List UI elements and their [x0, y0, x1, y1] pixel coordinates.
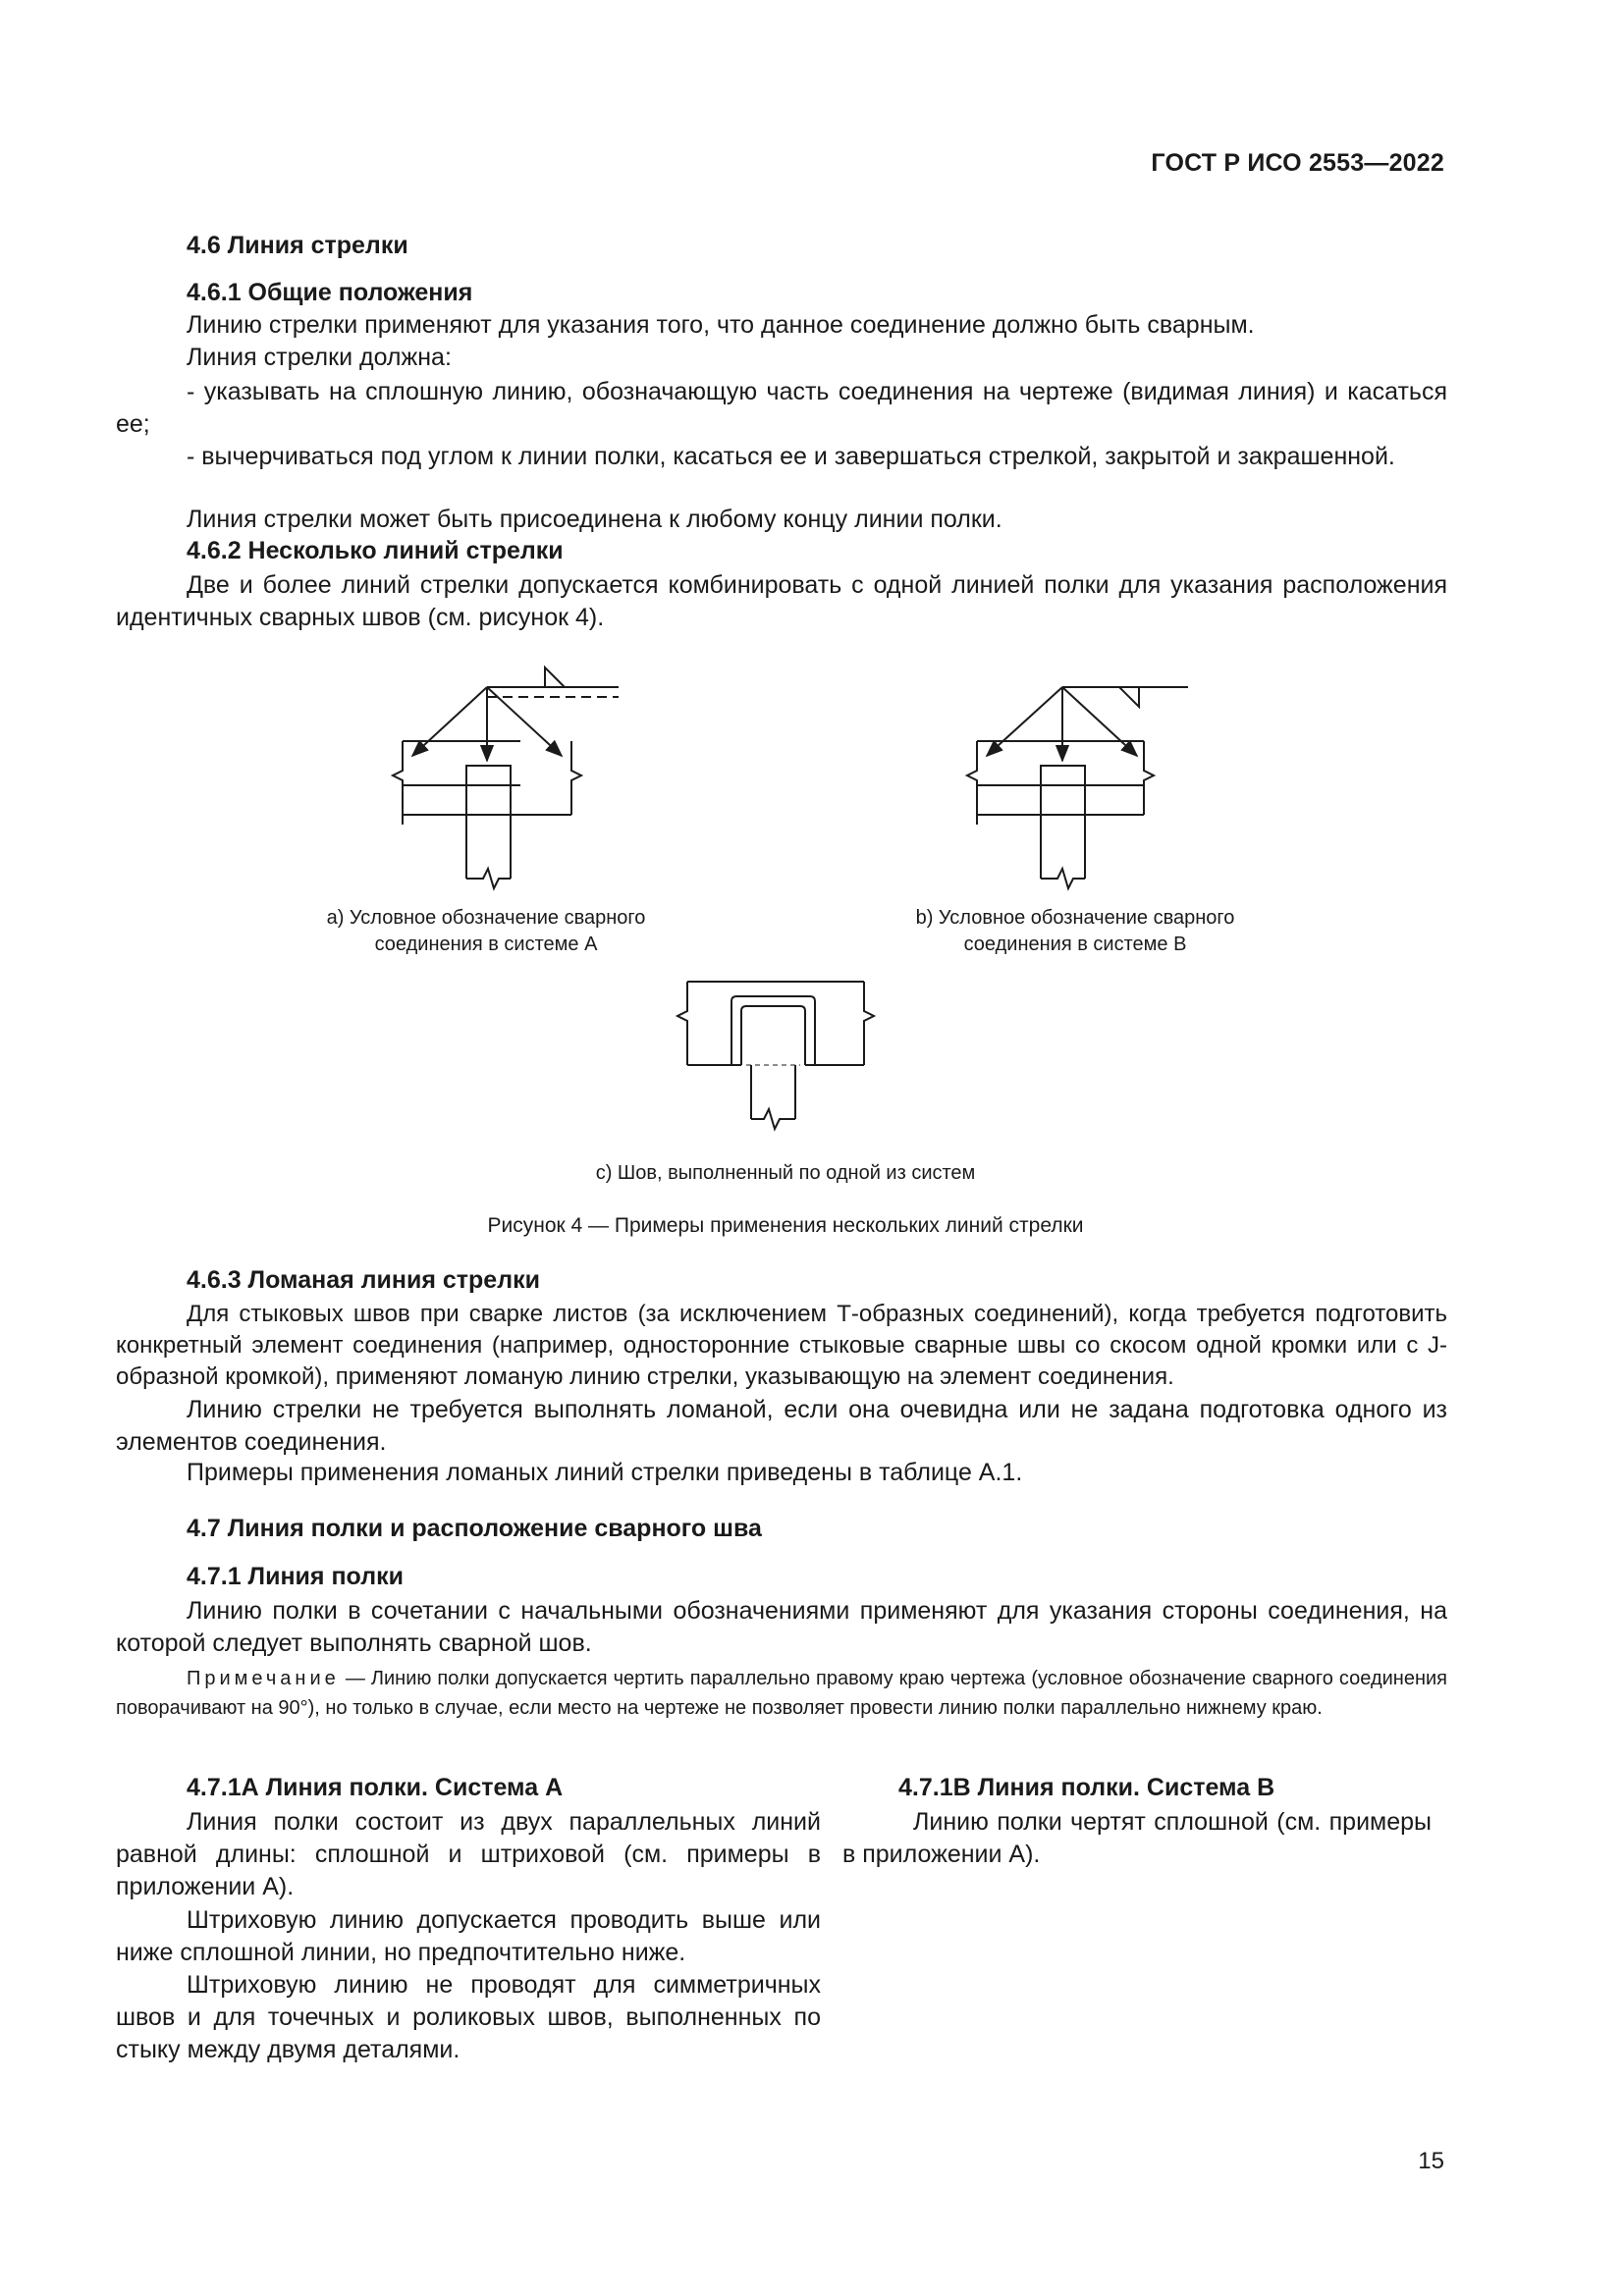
paragraph: - вычерчиваться под углом к линии полки, касаться ее и завершаться стрелкой, закрытой и закрашенной. — [187, 443, 1395, 470]
paragraph: Две и более линий стрелки допускается комбинировать с одной линией полки для указания расположения идентичных сварных швов (см. рисунок 4). — [116, 571, 1447, 631]
figure-4b-caption: b) Условное обозначение сварного соединения в системе В — [915, 907, 1235, 955]
paragraph: Линия стрелки должна: — [187, 344, 452, 371]
paragraph: Линия полки состоит из двух параллельных линий равной длины: сплошной и штриховой (см. примеры в приложении А). — [116, 1808, 821, 1900]
paragraph: Линию полки в сочетании с начальными обозначениями применяют для указания стороны соединения, на которой следует выполнять сварной шов. — [116, 1597, 1447, 1657]
paragraph: Примеры применения ломаных линий стрелки приведены в таблице А.1. — [187, 1459, 1023, 1486]
figure-4a-joint — [403, 741, 581, 888]
section-4-7-1-title: 4.7.1 Линия полки — [187, 1563, 404, 1590]
section-4-7-1b-title: 4.7.1В Линия полки. Система В — [898, 1774, 1275, 1801]
figure-4-caption: Рисунок 4 — Примеры применения нескольких линий стрелки — [487, 1214, 1084, 1237]
figure-4c-joint — [677, 982, 874, 1129]
figure-4a-caption: a) Условное обозначение сварного соединения в системе А — [326, 907, 646, 955]
figure-4b-joint — [977, 741, 1154, 888]
note — [116, 1664, 1447, 1723]
page-number: 15 — [1418, 2148, 1444, 2174]
section-4-6-title: 4.6 Линия стрелки — [187, 232, 408, 259]
paragraph: Линию стрелки не требуется выполнять ломаной, если она очевидна или не задана подготовка одного из элементов соединения. — [116, 1396, 1447, 1456]
figure-4a-arrows — [412, 687, 562, 761]
section-4-6-1-title: 4.6.1 Общие положения — [187, 279, 473, 306]
paragraph: Для стыковых швов при сварке листов (за исключением Т-образных соединений), когда требуется подготовить конкретный элемент соединения (например, односторонние стыковые сварные швы со скосом одной кромки или с J-образной кромкой), применяют ломаную линию стрелки, указывающую на элемент соединения. — [116, 1301, 1447, 1390]
paragraph: - указывать на сплошную линию, обозначающую часть соединения на чертеже (видимая линия) и касаться ее; — [116, 378, 1447, 438]
figure-4c-caption: с) Шов, выполненный по одной из систем — [595, 1162, 976, 1184]
section-4-7-title: 4.7 Линия полки и расположение сварного шва — [187, 1515, 762, 1542]
note-text: — Линию полки допускается чертить параллельно правому краю чертежа (условное обозначение сварного соединения поворачивают на 90°), но только в случае, если место на чертеже не позволяет провести линию полки параллельно нижнему краю. — [116, 1668, 1447, 1719]
paragraph: Линию полки чертят сплошной (см. примеры в приложении А). — [842, 1808, 1432, 1868]
standard-header: ГОСТ Р ИСО 2553—2022 — [1151, 149, 1444, 177]
figure-4b-arrows — [987, 687, 1137, 761]
paragraph: Штриховую линию не проводят для симметричных швов и для точечных и роликовых швов, выполненных по стыку между двумя деталями. — [116, 1971, 821, 2063]
note-label: Примечание — [187, 1668, 340, 1689]
figure-4a-weld-symbol — [393, 667, 619, 785]
section-4-7-1a-title: 4.7.1А Линия полки. Система А — [187, 1774, 564, 1801]
paragraph: Линию стрелки применяют для указания того, что данное соединение должно быть сварным. — [187, 311, 1255, 339]
paragraph: Линия стрелки может быть присоединена к любому концу линии полки. — [187, 506, 1002, 533]
section-4-6-2-title: 4.6.2 Несколько линий стрелки — [187, 537, 564, 564]
section-4-6-3-title: 4.6.3 Ломаная линия стрелки — [187, 1266, 540, 1294]
paragraph: Штриховую линию допускается проводить выше или ниже сплошной линии, но предпочтительно ниже. — [116, 1906, 821, 1966]
